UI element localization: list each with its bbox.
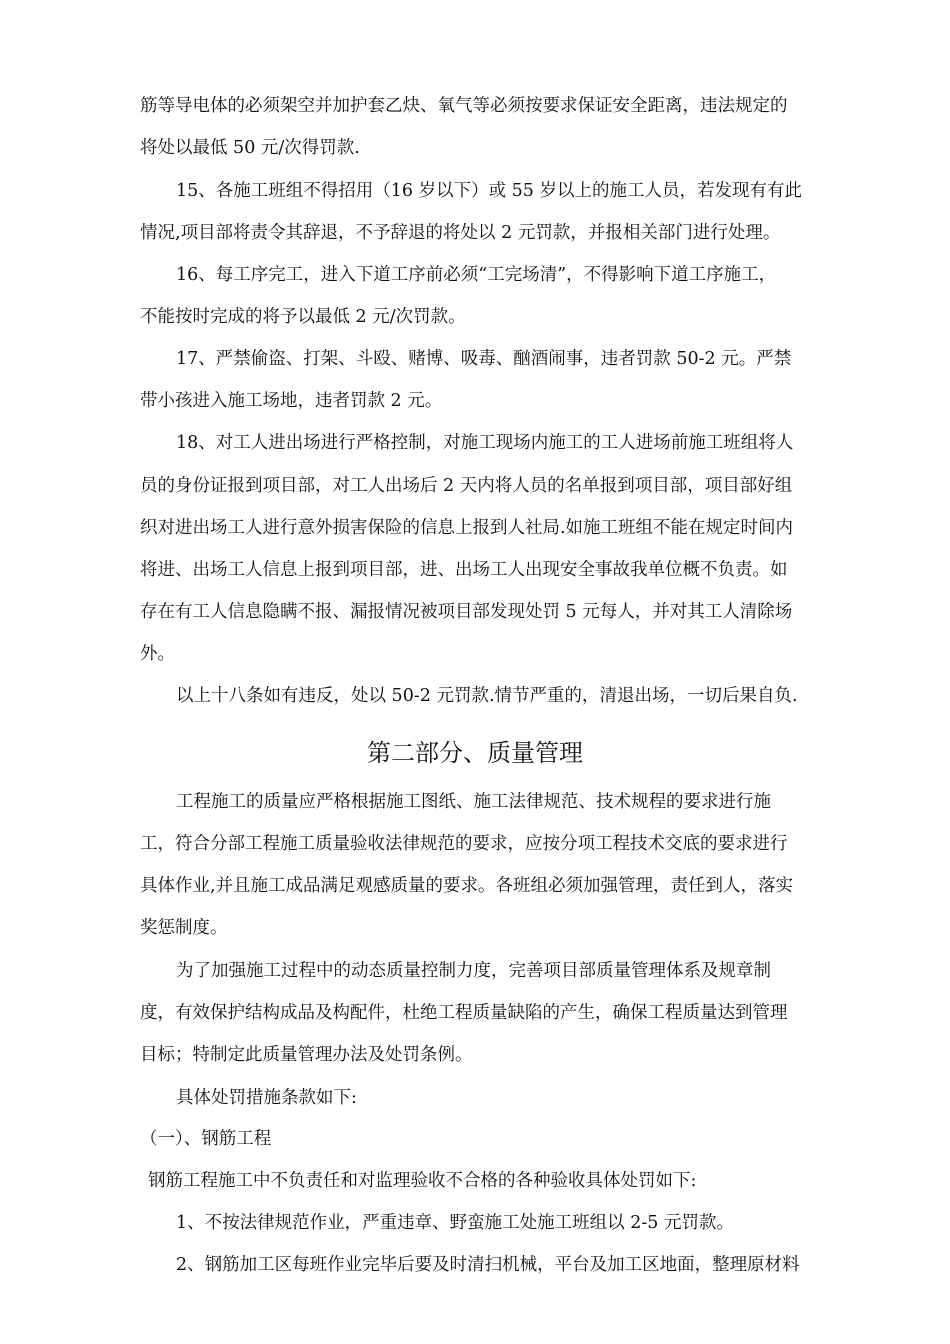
text-line: 2、钢筋加工区每班作业完毕后要及时清扫机械，平台及加工区地面，整理原材料 [176, 1255, 800, 1275]
text-line: 不能按时完成的将予以最低 2 元/次罚款。 [140, 307, 466, 327]
section-heading: 第二部分、质量管理 [367, 739, 583, 767]
subsection-heading: （一）、钢筋工程 [140, 1129, 272, 1149]
text-line: 16、每工序完工，进入下道工序前必须“工完场清”，不得影响下道工序施工， [176, 265, 777, 285]
text-line: 1、不按法律规范作业，严重违章、野蛮施工处施工班组以 2-5 元罚款。 [176, 1213, 734, 1233]
text-line: 为了加强施工过程中的动态质量控制力度，完善项目部质量管理体系及规章制 [176, 961, 771, 981]
text-line: 奖惩制度。 [140, 918, 228, 938]
text-line: 度，有效保护结构成品及构配件，杜绝工程质量缺陷的产生，确保工程质量达到管理 [140, 1003, 788, 1023]
text-line: 17、严禁偷盗、打架、斗殴、赌博、吸毒、酗酒闹事，违者罚款 50-2 元。严禁 [176, 349, 792, 369]
text-line: 钢筋工程施工中不负责任和对监理验收不合格的各种验收具体处罚如下: [148, 1171, 697, 1191]
text-line: 具体处罚措施条款如下: [176, 1088, 357, 1108]
text-line: 工程施工的质量应严格根据施工图纸、施工法律规范、技术规程的要求进行施 [176, 792, 771, 812]
text-line: 18、对工人进出场进行严格控制，对施工现场内施工的工人进场前施工班组将人 [176, 433, 794, 453]
text-line: 目标；特制定此质量管理办法及处罚条例。 [140, 1045, 473, 1065]
text-line: 以上十八条如有违反，处以 50-2 元罚款.情节严重的，清退出场，一切后果自负. [176, 686, 798, 706]
text-line: 将进、出场工人信息上报到项目部，进、出场工人出现安全事故我单位概不负责。如 [140, 560, 788, 580]
text-line: 带小孩进入施工场地，违者罚款 2 元。 [140, 391, 443, 411]
text-line: 存在有工人信息隐瞒不报、漏报情况被项目部发现处罚 5 元每人，并对其工人清除场 [140, 602, 793, 622]
text-line: 筋等导电体的必须架空并加护套乙炔、氧气等必须按要求保证安全距离，违法规定的 [140, 96, 788, 116]
text-line: 工，符合分部工程施工质量验收法律规范的要求，应按分项工程技术交底的要求进行 [140, 834, 788, 854]
text-line: 具体作业,并且施工成品满足观感质量的要求。各班组必须加强管理，责任到人，落实 [140, 876, 794, 896]
text-line: 外。 [140, 644, 175, 664]
text-line: 情况,项目部将责令其辞退，不予辞退的将处以 2 元罚款，并报相关部门进行处理。 [140, 223, 781, 243]
text-line: 15、各施工班组不得招用（16 岁以下）或 55 岁以上的施工人员，若发现有有此 [176, 181, 802, 201]
text-line: 将处以最低 50 元/次得罚款. [140, 138, 360, 158]
text-line: 织对进出场工人进行意外损害保险的信息上报到人社局.如施工班组不能在规定时间内 [140, 518, 794, 538]
text-line: 员的身份证报到项目部，对工人出场后 2 天内将人员的名单报到项目部，项目部好组 [140, 476, 793, 496]
